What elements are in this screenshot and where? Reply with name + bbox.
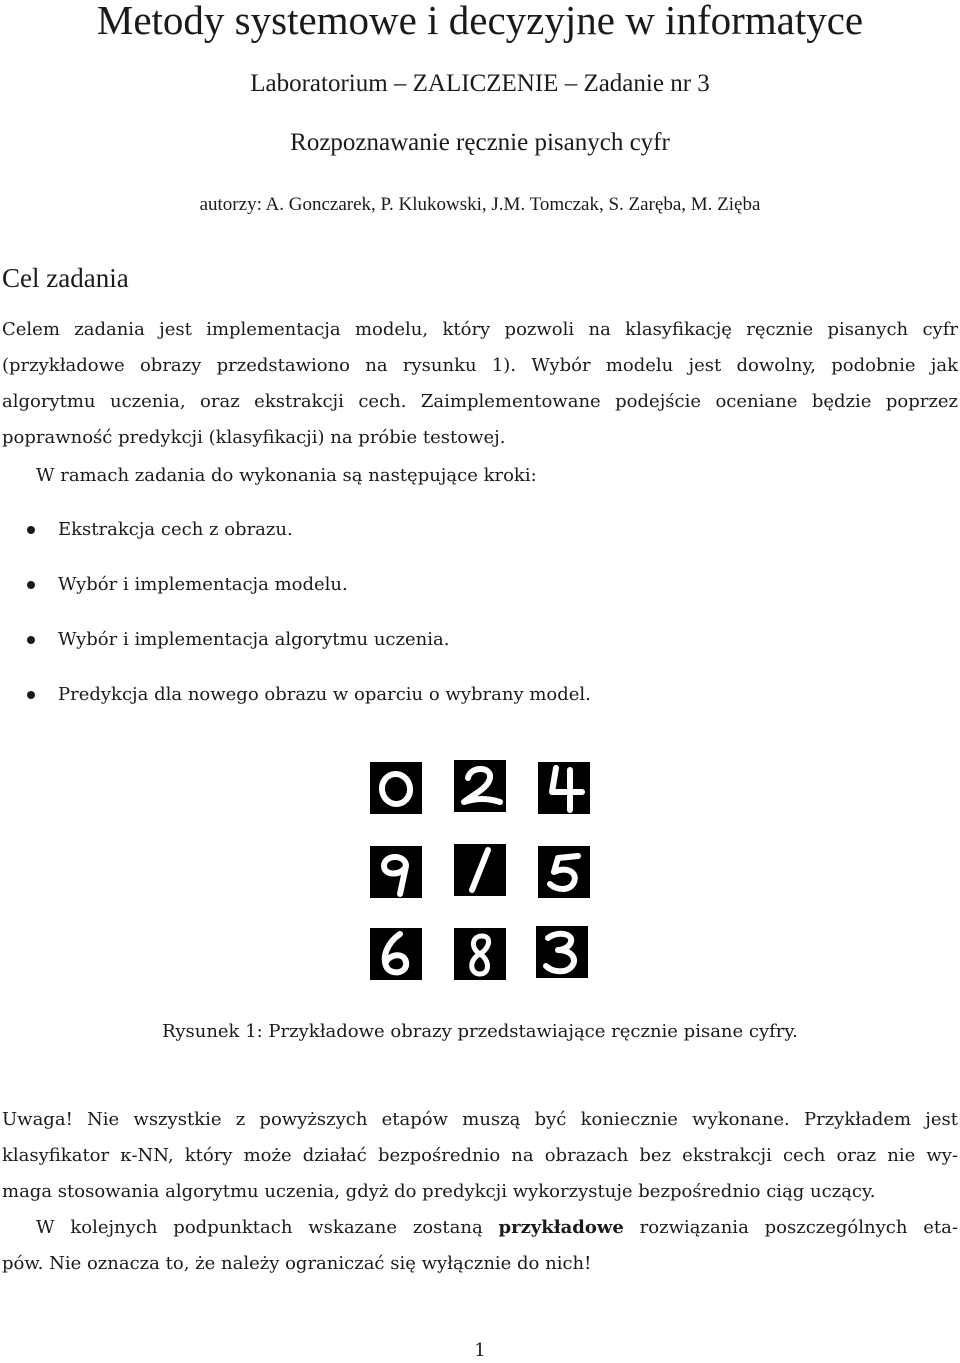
- followup-text: rozwiązania poszczególnych eta-: [623, 1217, 958, 1238]
- steps-list: [0, 511, 960, 731]
- list-item: [0, 621, 960, 676]
- list-item: [0, 511, 960, 566]
- digit-image-2: [454, 760, 506, 812]
- digit-image-6: [370, 928, 422, 980]
- document-title: Metody systemowe i decyzyjne w informatyce: [96, 0, 864, 43]
- intro-line: poprawność predykcji (klasyfikacji) na próbie testowej.: [2, 427, 506, 448]
- followup-paragraph: [2, 1210, 958, 1282]
- emphasis-text: przykładowe: [498, 1217, 624, 1238]
- followup-line: pów. Nie oznacza to, że należy ograniczać się wyłącznie do nich!: [2, 1253, 592, 1274]
- note-line: maga stosowania algorytmu uczenia, gdyż do predykcji wykorzystuje bezpośrednio ciąg uczący.: [2, 1181, 876, 1202]
- step-text: Wybór i implementacja algorytmu uczenia.: [58, 629, 450, 650]
- note-line: klasyfikator κ-NN, który może działać bezpośrednio na obrazach bez ekstrakcji cech oraz nie wy-: [2, 1145, 958, 1166]
- note-line: Uwaga! Nie wszystkie z powyższych etapów muszą być koniecznie wykonane. Przykładem jest: [2, 1109, 958, 1130]
- step-text: Wybór i implementacja modelu.: [58, 574, 348, 595]
- followup-text: W kolejnych podpunktach wskazane zostaną: [36, 1217, 499, 1238]
- digit-image-0: [370, 762, 422, 814]
- digit-image-4: [538, 762, 590, 814]
- bullet-icon: [27, 526, 35, 534]
- digit-image-5: [538, 846, 590, 898]
- list-item: [0, 566, 960, 621]
- digit-image-3: [536, 926, 588, 978]
- lab-subtitle: Laboratorium – ZALICZENIE – Zadanie nr 3: [250, 70, 710, 97]
- note-paragraph: [2, 1102, 958, 1210]
- authors-line: autorzy: A. Gonczarek, P. Klukowski, J.M. Tomczak, S. Zaręba, M. Zięba: [199, 194, 761, 215]
- task-subtitle: Rozpoznawanie ręcznie pisanych cyfr: [290, 129, 670, 156]
- bullet-icon: [27, 581, 35, 589]
- digit-image-8: [454, 928, 506, 980]
- steps-intro: W ramach zadania do wykonania są następujące kroki:: [36, 465, 537, 486]
- section-heading: Cel zadania: [2, 263, 129, 293]
- bullet-icon: [27, 636, 35, 644]
- figure-caption: Rysunek 1: Przykładowe obrazy przedstawiające ręcznie pisane cyfry.: [162, 1021, 798, 1042]
- intro-line: algorytmu uczenia, oraz ekstrakcji cech. Zaimplementowane podejście oceniane będzie poprzez: [2, 391, 958, 412]
- step-text: Predykcja dla nowego obrazu w oparciu o wybrany model.: [58, 684, 591, 705]
- intro-line: (przykładowe obrazy przedstawiono na rysunku 1). Wybór modelu jest dowolny, podobnie jak: [2, 355, 958, 376]
- digits-figure: [368, 760, 592, 980]
- bullet-icon: [27, 691, 35, 699]
- followup-line: [2, 1210, 958, 1246]
- intro-paragraph: [2, 312, 958, 456]
- step-text: Ekstrakcja cech z obrazu.: [58, 519, 293, 540]
- intro-line: Celem zadania jest implementacja modelu, który pozwoli na klasyfikację ręcznie pisanych cyfr: [2, 319, 958, 340]
- digit-image-1: [454, 844, 506, 896]
- page-number: 1: [474, 1340, 486, 1361]
- digit-image-9: [370, 846, 422, 898]
- list-item: [0, 676, 960, 731]
